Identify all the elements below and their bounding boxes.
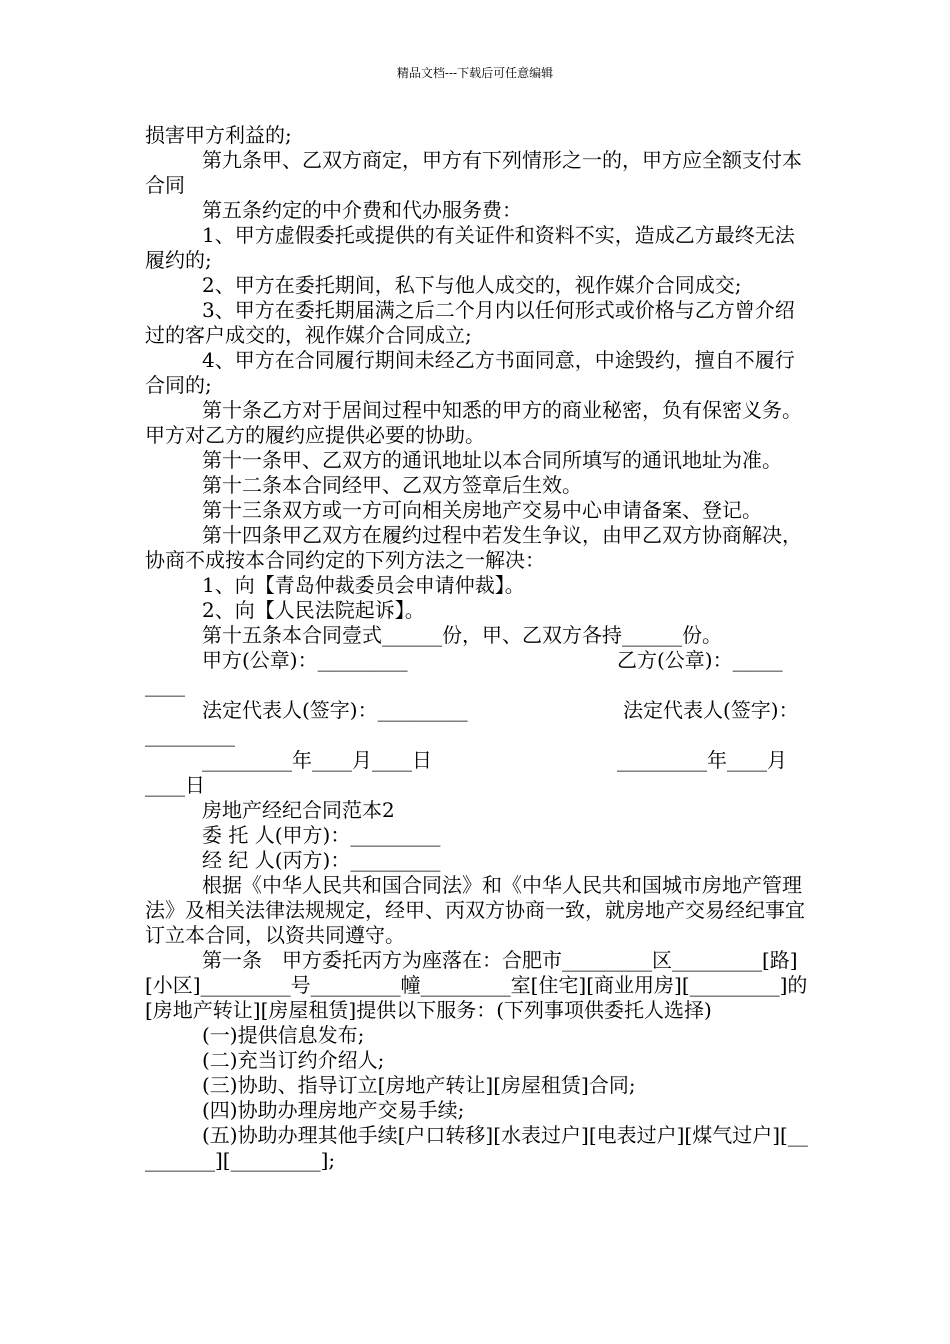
- paragraph: 房地产经纪合同范本2: [202, 798, 395, 822]
- paragraph: 4、甲方在合同履行期间未经乙方书面同意，中途毁约，擅自不履行合同的;: [145, 348, 795, 397]
- contract-template-2: [145, 798, 810, 1173]
- paragraph: 第十三条双方或一方可向相关房地产交易中心申请备案、登记。: [202, 498, 762, 522]
- paragraph: 1、甲方虚假委托或提供的有关证件和资料不实，造成乙方最终无法履约的;: [145, 223, 795, 272]
- paragraph: 第十四条甲乙双方在履约过程中若发生争议，由甲乙双方协商解决，协商不成按本合同约定的下列方法之一解决：: [145, 523, 802, 572]
- paragraph: (五)协助办理其他手续[户口转移][水表过户][电表过户][煤气过户][_________][_________];: [145, 1123, 808, 1172]
- party-b-representative-continued: _________: [145, 723, 235, 747]
- paragraph: 第十二条本合同经甲、乙双方签章后生效。: [202, 473, 582, 497]
- party-a-seal: 甲方(公章)：_________: [202, 648, 408, 672]
- paragraph: 第十条乙方对于居间过程中知悉的甲方的商业秘密，负有保密义务。甲方对乙方的履约应提供必要的协助。: [145, 398, 802, 447]
- party-b-seal-continued: ____: [145, 673, 185, 697]
- contract-clauses: [145, 123, 810, 648]
- paragraph: 3、甲方在委托期届满之后二个月内以任何形式或价格与乙方曾介绍过的客户成交的，视作媒介合同成立;: [145, 298, 795, 347]
- paragraph: 2、向【人民法院起诉】。: [202, 598, 425, 622]
- party-b-representative: 法定代表人(签字)：: [623, 698, 799, 722]
- paragraph: 经 纪 人(丙方)：_________: [202, 848, 441, 872]
- paragraph: 第五条约定的中介费和代办服务费：: [202, 198, 522, 222]
- paragraph: (三)协助、指导订立[房地产转让][房屋租赁]合同;: [202, 1073, 636, 1097]
- paragraph: 第一条 甲方委托丙方为座落在：合肥市_________区_________[路][小区]_________号_________幢_________室[住宅][商业用房][_________]的[房地产转让][房屋租赁]提供以下服务：(下列事项供委托人选择): [145, 948, 808, 1022]
- page-header: 精品文档---下载后可任意编辑: [396, 66, 554, 80]
- paragraph: 根据《中华人民共和国合同法》和《中华人民共和国城市房地产管理法》及相关法律法规规定，经甲、丙双方协商一致，就房地产交易经纪事宜订立本合同，以资共同遵守。: [145, 873, 805, 947]
- document-body: [145, 123, 810, 1173]
- seal-row: [145, 648, 810, 673]
- paragraph: (二)充当订约介绍人;: [202, 1048, 385, 1072]
- party-a-date: _________年____月____日: [202, 748, 432, 772]
- paragraph: 损害甲方利益的;: [145, 123, 292, 147]
- paragraph: 1、向【青岛仲裁委员会申请仲裁】。: [202, 573, 525, 597]
- party-a-representative: 法定代表人(签字)：_________: [202, 698, 468, 722]
- party-b-seal: 乙方(公章)：_____: [617, 648, 783, 672]
- party-b-date: _________年____月: [617, 748, 787, 772]
- paragraph: 委 托 人(甲方)：_________: [202, 823, 441, 847]
- paragraph: 第十五条本合同壹式______份，甲、乙双方各持______份。: [202, 623, 722, 647]
- paragraph: 第九条甲、乙双方商定，甲方有下列情形之一的，甲方应全额支付本合同: [145, 148, 802, 197]
- representative-row: [145, 698, 810, 723]
- paragraph: 2、甲方在委托期间，私下与他人成交的，视作媒介合同成交;: [202, 273, 742, 297]
- party-b-date-continued: ____日: [145, 773, 205, 797]
- paragraph: (一)提供信息发布;: [202, 1023, 365, 1047]
- date-row: [145, 748, 810, 773]
- paragraph: 第十一条甲、乙双方的通讯地址以本合同所填写的通讯地址为准。: [202, 448, 782, 472]
- paragraph: (四)协助办理房地产交易手续;: [202, 1098, 465, 1122]
